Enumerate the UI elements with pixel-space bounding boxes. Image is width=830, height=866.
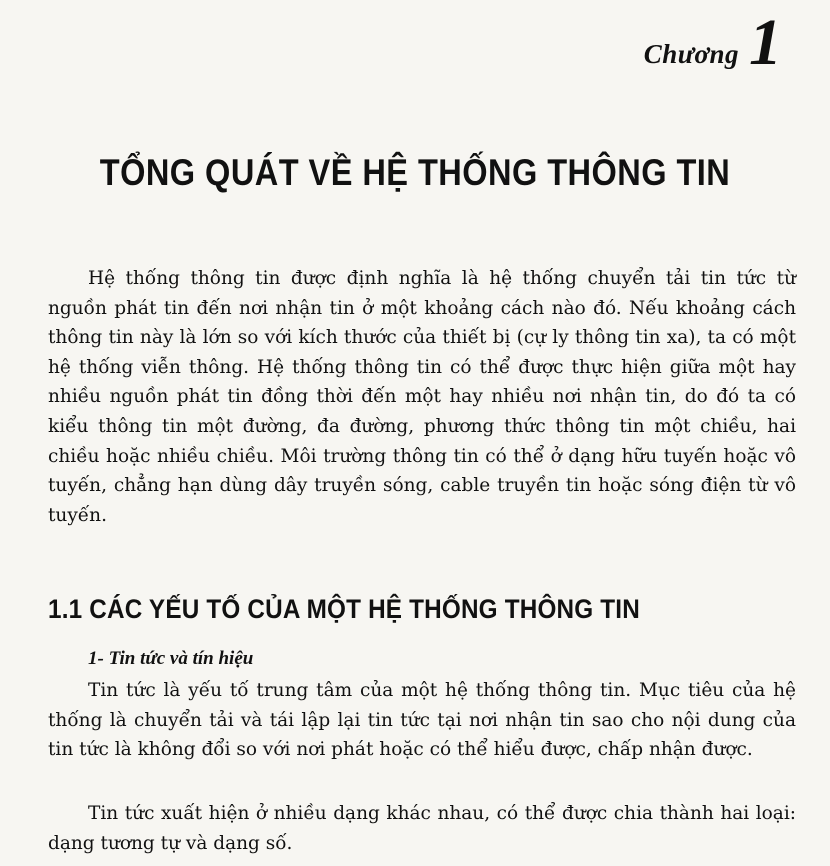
intro-paragraph: Hệ thống thông tin được định nghĩa là hệ thống chuyển tải tin tức từ nguồn phát tin đến nơi nhận tin ở một khoảng cách nào đó. Nếu khoảng cách thông tin này là lớn so với kích thước của thiết bị (cự ly thông tin xa), ta có một hệ thống viễn thông. Hệ thống thông tin có thể được thực hiện giữa một hay nhiều nguồn phát tin đồng thời đến một hay nhiều nơi nhận tin, do đó ta có kiểu thông tin một đường, đa đường, phương thức thông tin một chiều, hai chiều hoặc nhiều chiều. Môi trường thông tin có thể ở dạng hữu tuyến hoặc vô tuyến, chẳng hạn dùng dây truyền sóng, cable truyền tin hoặc sóng điện từ vô tuyến. <box>48 268 796 526</box>
body-paragraph: Tin tức xuất hiện ở nhiều dạng khác nhau, có thể được chia thành hai loại: dạng tương tự và dạng số. <box>48 803 796 854</box>
subsection-heading: 1- Tin tức và tín hiệu <box>88 648 254 669</box>
chapter-label <box>643 6 782 79</box>
section-heading: 1.1 CÁC YẾU TỐ CỦA MỘT HỆ THỐNG THÔNG TIN <box>48 594 640 624</box>
chapter-word: Chương <box>643 39 739 69</box>
chapter-number: 1 <box>749 6 782 79</box>
chapter-title: TỔNG QUÁT VỀ HỆ THỐNG THÔNG TIN <box>99 152 731 193</box>
body-paragraph: Tin tức là yếu tố trung tâm của một hệ thống thông tin. Mục tiêu của hệ thống là chuyển tải và tái lập lại tin tức tại nơi nhận tin sao cho nội dung của tin tức là không đổi so với nơi phát hoặc có thể hiểu được, chấp nhận được. <box>48 680 796 761</box>
